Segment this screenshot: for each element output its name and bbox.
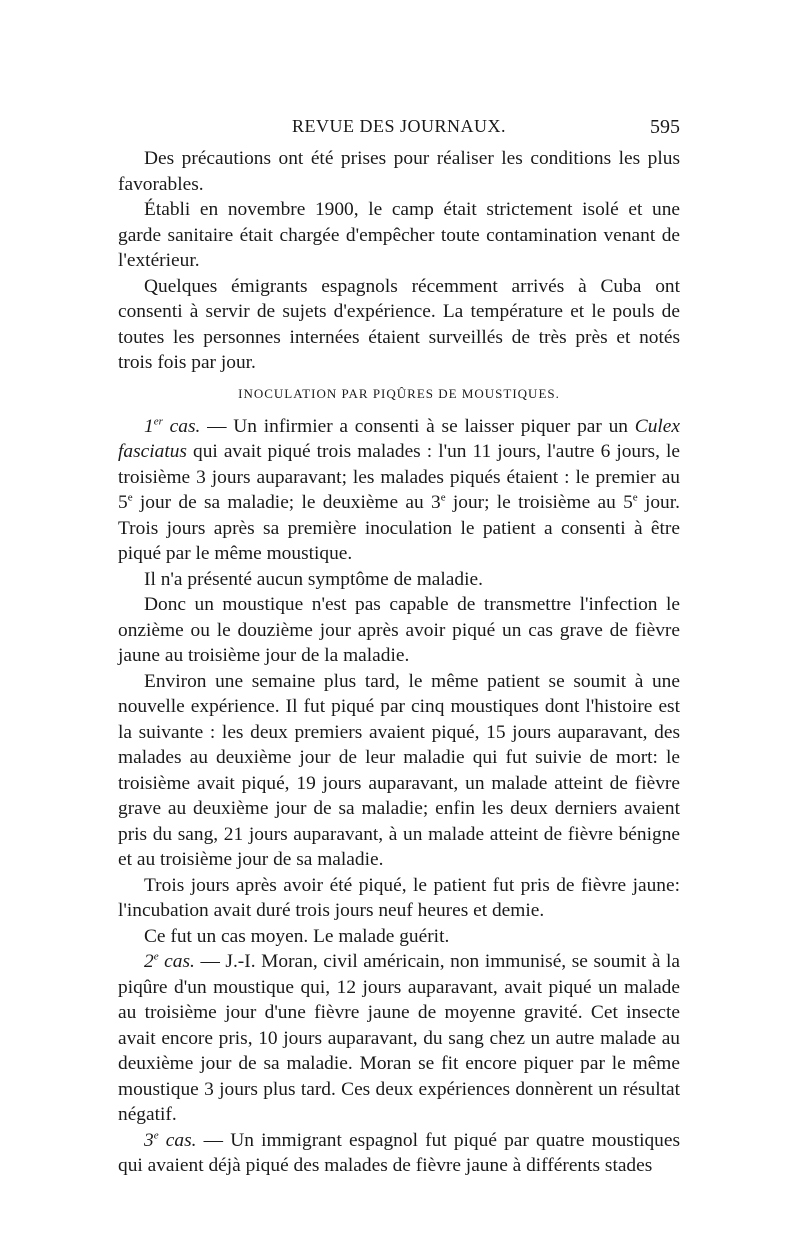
paragraph-conclusion: Donc un moustique n'est pas capable de transmettre l'infection le onzième ou le douzième jour après avoir piqué un cas grave de fièvre jaune au troisième jour de la maladie. <box>118 594 680 666</box>
paragraph-emigrants: Quelques émigrants espagnols récemment arrivés à Cuba ont consenti à servir de sujets d'expérience. La température et le pouls de toutes les personnes internées étaient surveillés de très près et notés trois fois par jour. <box>118 275 680 373</box>
paragraph-camp: Établi en novembre 1900, le camp était strictement isolé et une garde sanitaire était chargée d'empêcher toute contamination venant de l'extérieur. <box>118 199 680 271</box>
running-head <box>118 114 680 146</box>
paragraph-outcome: Ce fut un cas moyen. Le malade guérit. <box>144 925 450 947</box>
paragraph-case-1: 1er cas. — Un infirmier a consenti à se laisser piquer par un Culex fasciatus qui avait piqué trois malades : l'un 11 jours, l'autre 6 jours, le troisième 3 jours auparavant; les malades piqués étaient : le premier au 5e jour de sa maladie; le deuxième au 3e jour; le troisième au 5e jour. Trois jours après sa première inoculation le patient a consenti à être piqué par le même moustique. <box>118 415 680 564</box>
paragraph-case-2: 2e cas. — J.-I. Moran, civil américain, non immunisé, se soumit à la piqûre d'un moustique qui, 12 jours auparavant, avait piqué un malade au troisième jour d'une fièvre jaune de moyenne gravité. Cet insecte avait encore pris, 10 jours auparavant, du sang chez un autre malade au deuxième jour de sa maladie. Moran se fit encore piquer par le même moustique 3 jours plus tard. Ces deux expériences donnèrent un résultat négatif. <box>118 950 680 1125</box>
paragraph-second-experiment: Environ une semaine plus tard, le même patient se soumit à une nouvelle expérience. Il fut piqué par cinq moustiques dont l'histoire est la suivante : les deux premiers avaient piqué, 15 jours auparavant, des malades au deuxième jour de leur maladie qui fut suivie de mort: le troisième avait piqué, 19 jours auparavant, un malade atteint de fièvre grave au deuxième jour de sa maladie; enfin les deux derniers avaient pris du sang, 21 jours auparavant, à un malade atteint de fièvre bénigne et au troisième jour de sa maladie. <box>118 670 680 870</box>
section-heading: INOCULATION PAR PIQÛRES DE MOUSTIQUES. <box>238 385 560 401</box>
paragraph-precautions: Des précautions ont été prises pour réaliser les conditions les plus favorables. <box>118 148 680 195</box>
species-name: Culex fasciatus <box>118 415 680 462</box>
paragraph-case-3: 3e cas. — Un immigrant espagnol fut piqué par quatre moustiques qui avaient déjà piqué des malades de fièvre jaune à différents stades <box>118 1129 680 1176</box>
case-2-label: 2e cas. <box>144 950 195 972</box>
page <box>118 114 680 1179</box>
paragraph-incubation: Trois jours après avoir été piqué, le patient fut pris de fièvre jaune: l'incubation avait duré trois jours neuf heures et demie. <box>118 874 680 921</box>
case-1-label: 1er cas. <box>144 415 201 437</box>
case-3-label: 3e cas. <box>144 1129 197 1151</box>
running-head-title: REVUE DES JOURNAUX. <box>291 116 506 136</box>
paragraph-no-symptom: Il n'a présenté aucun symptôme de maladie. <box>144 568 483 590</box>
page-number: 595 <box>650 116 680 138</box>
